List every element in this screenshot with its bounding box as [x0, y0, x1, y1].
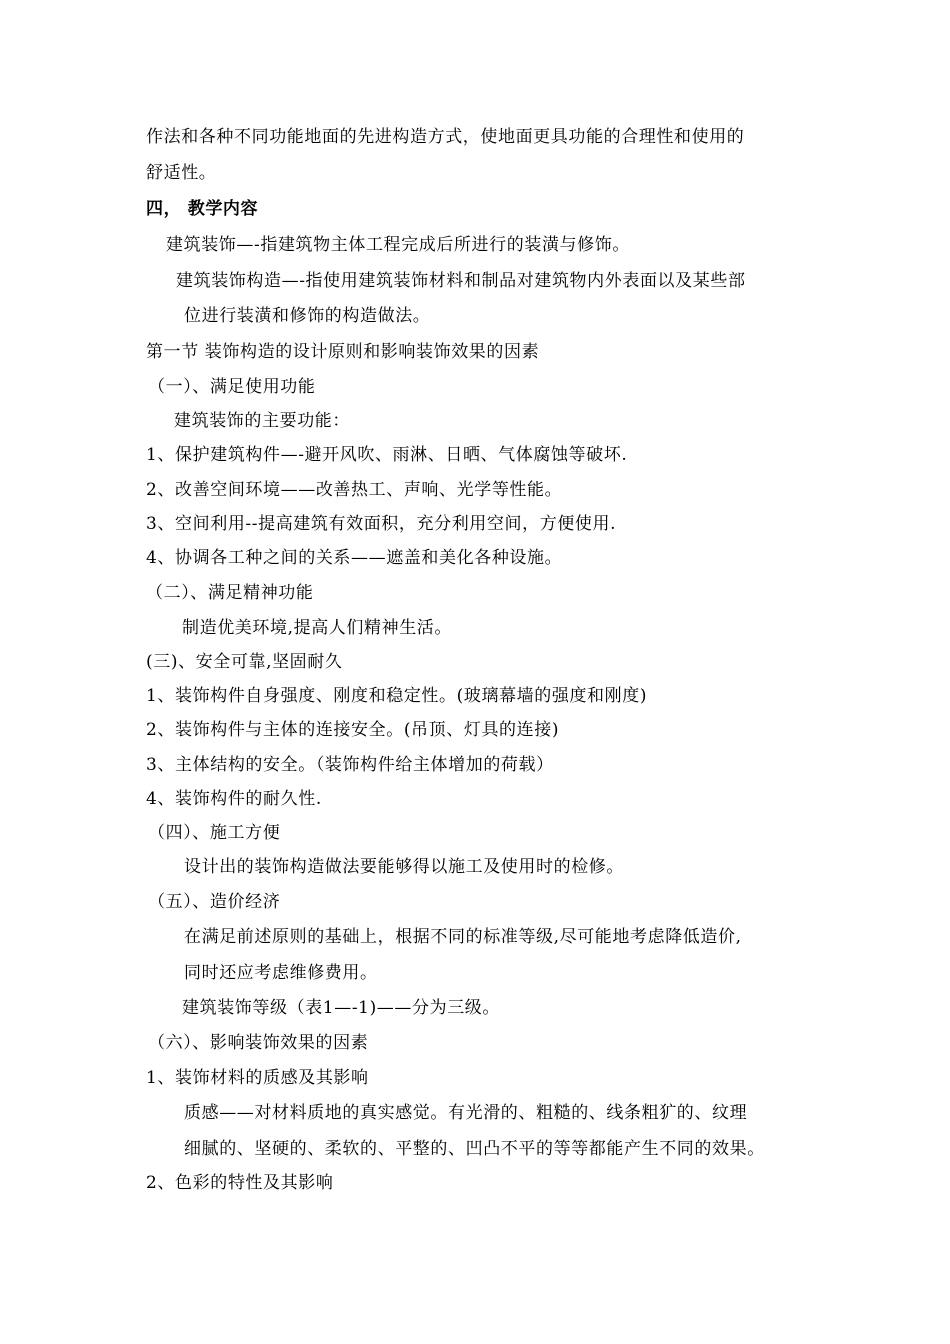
- list-item: 4、装饰构件的耐久性.: [146, 789, 322, 809]
- definition-line: 建筑装饰—-指建筑物主体工程完成后所进行的装潢与修饰。: [166, 235, 630, 255]
- paragraph-line: 舒适性。: [146, 163, 217, 183]
- list-item: 1、装饰材料的质感及其影响: [146, 1068, 369, 1088]
- list-item: 4、协调各工种之间的关系——遮盖和美化各种设施。: [146, 548, 563, 568]
- subsection-heading: （二）、满足精神功能: [146, 583, 314, 603]
- list-item: 2、改善空间环境——改善热工、声响、光学等性能。: [146, 480, 563, 500]
- paragraph-line: 建筑装饰等级（表1—-1)——分为三级。: [182, 998, 501, 1018]
- chapter-heading: 第一节 装饰构造的设计原则和影响装饰效果的因素: [146, 342, 540, 362]
- paragraph-line: 建筑装饰的主要功能：: [174, 411, 350, 431]
- list-item: 1、保护建筑构件—-避开风吹、雨淋、日晒、气体腐蚀等破坏.: [146, 445, 628, 465]
- definition-line: 位进行装潢和修饰的构造做法。: [184, 306, 431, 326]
- subsection-heading: (三)、安全可靠,坚固耐久: [146, 652, 343, 672]
- paragraph-line: 制造优美环境,提高人们精神生活。: [182, 618, 453, 638]
- subsection-heading: （五）、造价经济: [148, 892, 281, 912]
- definition-line: 建筑装饰构造—-指使用建筑装饰材料和制品对建筑物内外表面以及某些部: [176, 271, 746, 291]
- list-item: 2、装饰构件与主体的连接安全。(吊顶、灯具的连接): [146, 720, 560, 740]
- paragraph-line: 细腻的、坚硬的、柔软的、平整的、凹凸不平的等等都能产生不同的效果。: [184, 1139, 765, 1159]
- list-item: 3、主体结构的安全。（装饰构件给主体增加的荷载）: [146, 755, 554, 775]
- paragraph-line: 在满足前述原则的基础上，根据不同的标准等级,尽可能地考虑降低造价,: [184, 927, 742, 947]
- list-item: 2、色彩的特性及其影响: [146, 1173, 334, 1193]
- section-heading: 四， 教学内容: [146, 199, 259, 219]
- subsection-heading: （一）、满足使用功能: [148, 377, 316, 397]
- subsection-heading: （六）、影响装饰效果的因素: [148, 1033, 369, 1053]
- subsection-heading: （四）、施工方便: [148, 823, 281, 843]
- paragraph-line: 作法和各种不同功能地面的先进构造方式，使地面更具功能的合理性和使用的: [146, 127, 745, 147]
- paragraph-line: 同时还应考虑维修费用。: [184, 963, 378, 983]
- list-item: 3、空间利用--提高建筑有效面积，充分利用空间，方便使用.: [146, 514, 617, 534]
- paragraph-line: 设计出的装饰构造做法要能够得以施工及使用时的检修。: [184, 857, 624, 877]
- list-item: 1、装饰构件自身强度、刚度和稳定性。(玻璃幕墙的强度和刚度): [146, 686, 648, 706]
- paragraph-line: 质感——对材料质地的真实感觉。有光滑的、粗糙的、线条粗犷的、纹理: [184, 1103, 748, 1123]
